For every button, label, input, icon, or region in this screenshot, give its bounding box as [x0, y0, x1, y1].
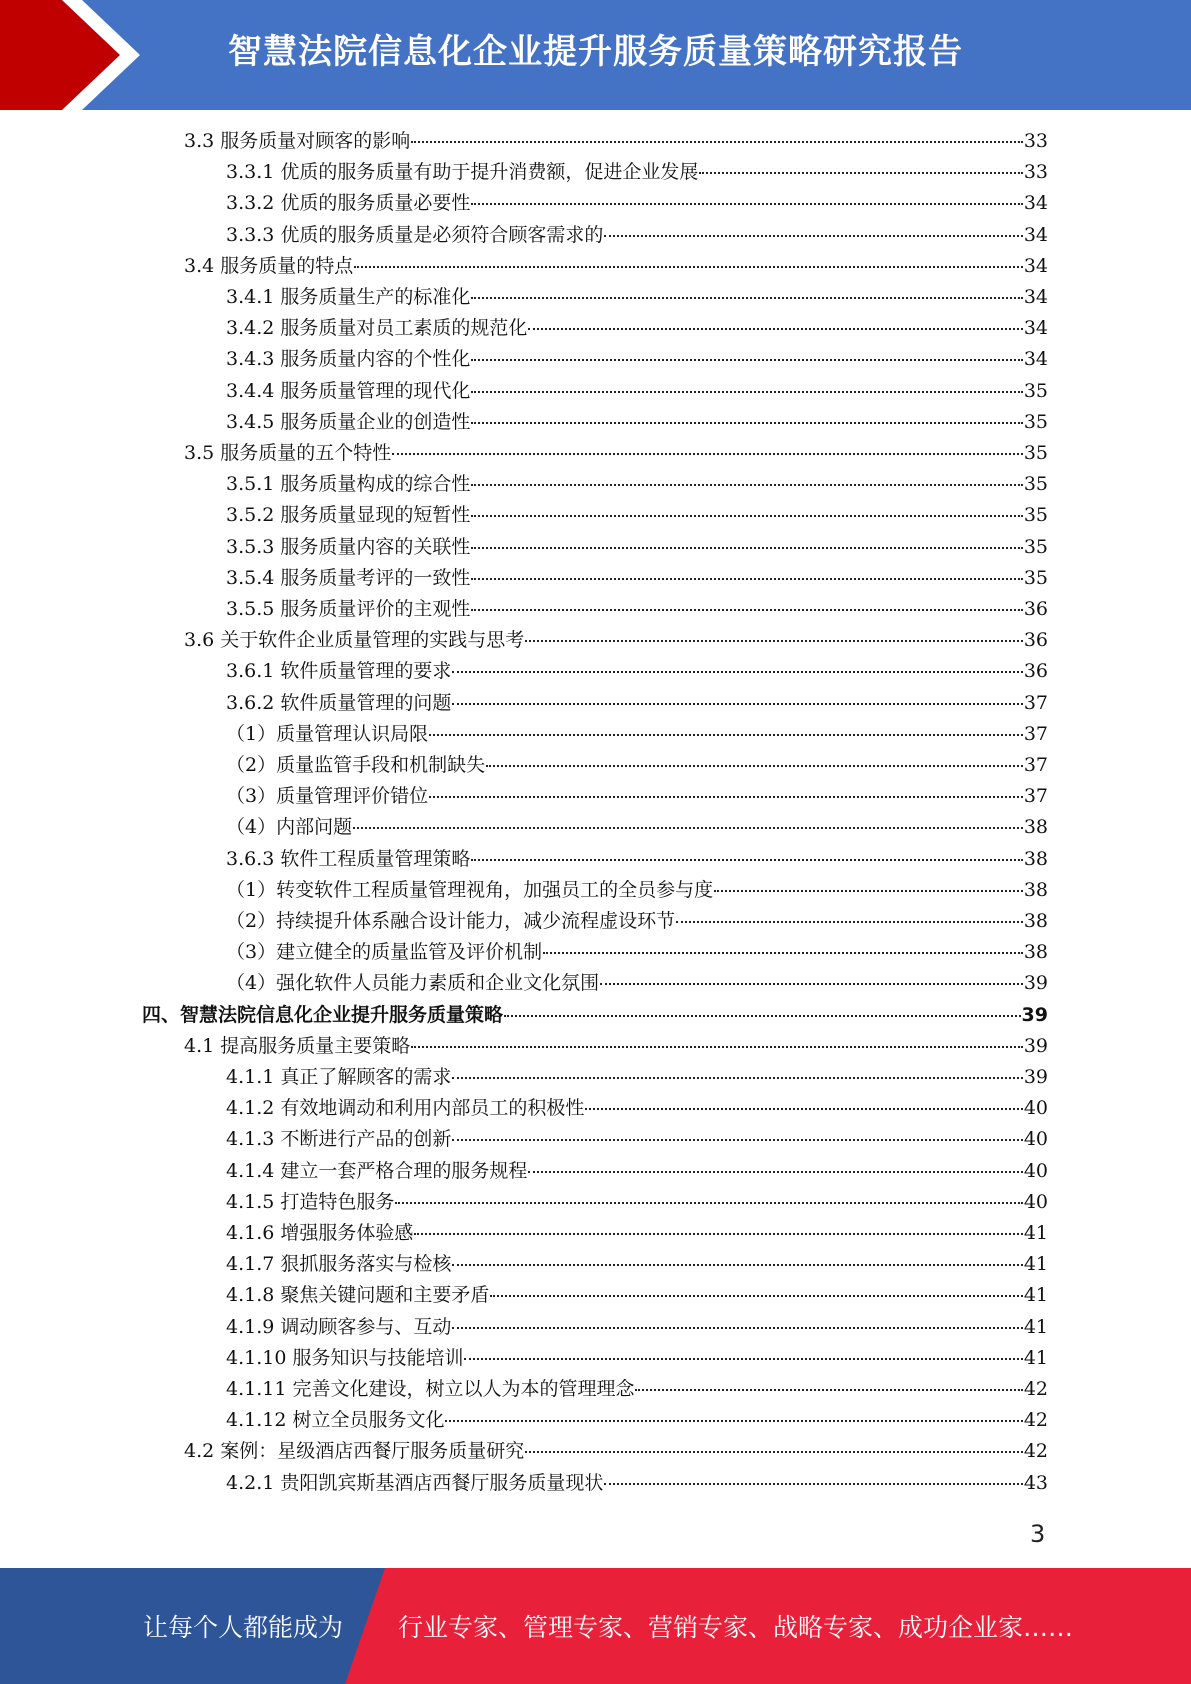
toc-entry[interactable]: [226, 500, 1048, 531]
toc-entry-page: 34: [1023, 224, 1048, 246]
toc-entry[interactable]: [226, 1405, 1048, 1436]
toc-entry-label: （2）持续提升体系融合设计能力，减少流程虚设环节: [226, 910, 676, 932]
toc-entry[interactable]: [226, 968, 1048, 999]
toc-entry[interactable]: [226, 188, 1048, 219]
toc-entry-page: 42: [1023, 1440, 1048, 1462]
toc-leader-dots: [414, 1232, 1022, 1235]
toc-leader-dots: [471, 577, 1022, 580]
toc-entry-page: 41: [1023, 1347, 1048, 1369]
page-footer: [0, 1568, 1191, 1684]
toc-leader-dots: [445, 1419, 1022, 1422]
toc-leader-dots: [699, 171, 1022, 174]
toc-entry-label: 3.6.2 软件质量管理的问题: [226, 692, 452, 714]
toc-entry[interactable]: [226, 812, 1048, 843]
toc-entry[interactable]: [226, 1062, 1048, 1093]
toc-entry-label: 4.1.4 建立一套严格合理的服务规程: [226, 1160, 528, 1182]
toc-entry-page: 35: [1023, 473, 1048, 495]
toc-leader-dots: [604, 234, 1022, 237]
toc-entry[interactable]: [226, 1156, 1048, 1187]
toc-entry[interactable]: [226, 532, 1048, 563]
toc-leader-dots: [471, 546, 1022, 549]
footer-slogan-right: 行业专家、管理专家、营销专家、战略专家、成功企业家……: [398, 1613, 1074, 1642]
toc-entry[interactable]: [226, 1312, 1048, 1343]
toc-entry-page: 40: [1023, 1160, 1048, 1182]
toc-entry-label: 4.1.8 聚焦关键问题和主要矛盾: [226, 1284, 490, 1306]
toc-entry-page: 41: [1023, 1284, 1048, 1306]
toc-leader-dots: [525, 639, 1023, 642]
toc-entry-page: 39: [1023, 1035, 1048, 1057]
toc-entry-page: 36: [1023, 660, 1048, 682]
toc-entry-label: 3.3 服务质量对顾客的影响: [184, 130, 411, 152]
toc-entry-page: 40: [1023, 1097, 1048, 1119]
toc-entry[interactable]: [142, 1000, 1048, 1031]
toc-entry-label: （1）质量管理认识局限: [226, 723, 429, 745]
toc-entry[interactable]: [184, 1436, 1048, 1467]
toc-leader-dots: [452, 1326, 1022, 1329]
toc-entry-label: 3.4 服务质量的特点: [184, 255, 354, 277]
toc-entry-label: 3.5.4 服务质量考评的一致性: [226, 567, 471, 589]
toc-leader-dots: [635, 1388, 1022, 1391]
toc-entry[interactable]: [226, 1187, 1048, 1218]
toc-entry-label: 3.5.3 服务质量内容的关联性: [226, 536, 471, 558]
toc-entry-page: 41: [1023, 1316, 1048, 1338]
toc-entry[interactable]: [184, 126, 1048, 157]
toc-entry[interactable]: [184, 625, 1048, 656]
toc-leader-dots: [528, 327, 1022, 330]
toc-leader-dots: [471, 296, 1022, 299]
toc-entry[interactable]: [226, 1280, 1048, 1311]
toc-leader-dots: [504, 1014, 1021, 1017]
toc-leader-dots: [452, 702, 1022, 705]
page-number: 3: [1030, 1520, 1046, 1548]
toc-entry-label: 3.6.3 软件工程质量管理策略: [226, 848, 471, 870]
toc-entry-page: 35: [1023, 411, 1048, 433]
toc-leader-dots: [471, 421, 1022, 424]
toc-entry-label: 4.1.11 完善文化建设，树立以人为本的管理理念: [226, 1378, 635, 1400]
toc-entry-page: 35: [1023, 380, 1048, 402]
toc-leader-dots: [429, 795, 1023, 798]
toc-entry[interactable]: [226, 594, 1048, 625]
toc-entry-label: 3.6.1 软件质量管理的要求: [226, 660, 452, 682]
toc-leader-dots: [471, 390, 1022, 393]
toc-entry-label: 4.1.1 真正了解顾客的需求: [226, 1066, 452, 1088]
toc-entry-page: 37: [1023, 785, 1048, 807]
toc-entry[interactable]: [226, 157, 1048, 188]
toc-entry-label: 4.1 提高服务质量主要策略: [184, 1035, 411, 1057]
toc-entry-label: 3.3.3 优质的服务质量是必须符合顾客需求的: [226, 224, 604, 246]
toc-entry-page: 35: [1023, 442, 1048, 464]
toc-entry-label: 4.2.1 贵阳凯宾斯基酒店西餐厅服务质量现状: [226, 1472, 604, 1494]
toc-entry[interactable]: [226, 344, 1048, 375]
toc-entry[interactable]: [226, 220, 1048, 251]
toc-entry-label: 4.1.6 增强服务体验感: [226, 1222, 414, 1244]
toc-entry[interactable]: [226, 563, 1048, 594]
toc-entry-label: 4.1.3 不断进行产品的创新: [226, 1128, 452, 1150]
toc-entry-page: 36: [1023, 629, 1048, 651]
toc-entry-page: 33: [1023, 161, 1048, 183]
toc-entry[interactable]: [226, 1468, 1048, 1499]
toc-entry-page: 41: [1023, 1253, 1048, 1275]
toc-entry-page: 43: [1023, 1472, 1048, 1494]
toc-entry-label: 3.5 服务质量的五个特性: [184, 442, 392, 464]
toc-leader-dots: [411, 140, 1023, 143]
toc-entry[interactable]: [226, 407, 1048, 438]
toc-leader-dots: [392, 452, 1023, 455]
toc-entry[interactable]: [226, 1343, 1048, 1374]
toc-entry[interactable]: [226, 688, 1048, 719]
toc-entry-label: （2）质量监管手段和机制缺失: [226, 754, 486, 776]
toc-entry-page: 35: [1023, 504, 1048, 526]
toc-entry-label: 3.4.2 服务质量对员工素质的规范化: [226, 317, 528, 339]
toc-leader-dots: [486, 764, 1023, 767]
toc-entry-label: 3.6 关于软件企业质量管理的实践与思考: [184, 629, 525, 651]
toc-entry[interactable]: [226, 282, 1048, 313]
toc-entry[interactable]: [226, 656, 1048, 687]
toc-entry-page: 38: [1023, 910, 1048, 932]
toc-entry-label: 4.1.5 打造特色服务: [226, 1191, 395, 1213]
toc-entry[interactable]: [226, 1218, 1048, 1249]
toc-entry-label: 四、智慧法院信息化企业提升服务质量策略: [142, 1004, 504, 1026]
toc-entry[interactable]: [226, 719, 1048, 750]
toc-leader-dots: [585, 1107, 1022, 1110]
toc-entry-label: 4.1.2 有效地调动和利用内部员工的积极性: [226, 1097, 585, 1119]
toc-entry-page: 38: [1023, 941, 1048, 963]
toc-leader-dots: [471, 483, 1022, 486]
document-title: 智慧法院信息化企业提升服务质量策略研究报告: [228, 32, 963, 72]
toc-entry-page: 35: [1023, 567, 1048, 589]
toc-entry-page: 38: [1023, 879, 1048, 901]
toc-entry-label: （1）转变软件工程质量管理视角，加强员工的全员参与度: [226, 879, 714, 901]
toc-leader-dots: [452, 670, 1022, 673]
toc-leader-dots: [452, 1138, 1022, 1141]
toc-entry-label: （4）内部问题: [226, 816, 353, 838]
toc-entry-page: 42: [1023, 1409, 1048, 1431]
footer-slogan-left: 让每个人都能成为: [143, 1613, 344, 1642]
toc-entry[interactable]: [226, 750, 1048, 781]
toc-entry-page: 39: [1021, 1004, 1048, 1026]
toc-leader-dots: [600, 982, 1023, 985]
page-header: [0, 0, 1191, 110]
toc-entry-page: 35: [1023, 536, 1048, 558]
toc-entry-page: 34: [1023, 317, 1048, 339]
toc-leader-dots: [490, 1294, 1022, 1297]
toc-leader-dots: [543, 951, 1023, 954]
toc-entry-page: 34: [1023, 255, 1048, 277]
toc-entry-label: 3.3.2 优质的服务质量必要性: [226, 192, 471, 214]
toc-entry[interactable]: [184, 1031, 1048, 1062]
toc-entry-page: 38: [1023, 848, 1048, 870]
toc-entry-page: 42: [1023, 1378, 1048, 1400]
toc-leader-dots: [429, 733, 1023, 736]
toc-leader-dots: [714, 889, 1023, 892]
toc-entry-page: 34: [1023, 348, 1048, 370]
toc-entry-page: 38: [1023, 816, 1048, 838]
toc-entry-label: （3）质量管理评价错位: [226, 785, 429, 807]
toc-entry[interactable]: [184, 438, 1048, 469]
toc-leader-dots: [471, 514, 1022, 517]
toc-leader-dots: [525, 1450, 1023, 1453]
toc-entry[interactable]: [226, 875, 1048, 906]
toc-leader-dots: [464, 1357, 1022, 1360]
toc-leader-dots: [411, 1045, 1023, 1048]
header-chevron-decoration: [0, 0, 160, 110]
toc-entry[interactable]: [226, 937, 1048, 968]
toc-entry[interactable]: [226, 781, 1048, 812]
toc-leader-dots: [354, 265, 1023, 268]
toc-entry-page: 36: [1023, 598, 1048, 620]
toc-leader-dots: [471, 608, 1022, 611]
toc-entry[interactable]: [226, 1093, 1048, 1124]
toc-entry-label: 3.3.1 优质的服务质量有助于提升消费额，促进企业发展: [226, 161, 699, 183]
toc-leader-dots: [395, 1201, 1022, 1204]
toc-entry-label: 3.5.5 服务质量评价的主观性: [226, 598, 471, 620]
toc-entry-label: 4.2 案例：星级酒店西餐厅服务质量研究: [184, 1440, 525, 1462]
toc-entry-page: 37: [1023, 754, 1048, 776]
toc-entry-page: 34: [1023, 286, 1048, 308]
toc-entry-label: 4.1.10 服务知识与技能培训: [226, 1347, 464, 1369]
toc-entry-page: 39: [1023, 1066, 1048, 1088]
toc-entry-label: 3.5.1 服务质量构成的综合性: [226, 473, 471, 495]
toc-entry[interactable]: [226, 313, 1048, 344]
toc-entry[interactable]: [226, 1249, 1048, 1280]
toc-entry[interactable]: [226, 1124, 1048, 1155]
toc-entry-label: 4.1.9 调动顾客参与、互动: [226, 1316, 452, 1338]
toc-leader-dots: [471, 358, 1022, 361]
toc-leader-dots: [452, 1263, 1022, 1266]
toc-entry-page: 34: [1023, 192, 1048, 214]
toc-entry-label: 3.4.5 服务质量企业的创造性: [226, 411, 471, 433]
toc-entry[interactable]: [226, 376, 1048, 407]
toc-entry-page: 37: [1023, 692, 1048, 714]
toc-entry-page: 33: [1023, 130, 1048, 152]
toc-leader-dots: [353, 826, 1023, 829]
toc-entry-label: 4.1.7 狠抓服务落实与检核: [226, 1253, 452, 1275]
toc-leader-dots: [471, 202, 1022, 205]
toc-leader-dots: [471, 858, 1022, 861]
toc-entry-page: 37: [1023, 723, 1048, 745]
toc-leader-dots: [604, 1482, 1022, 1485]
toc-entry[interactable]: [184, 251, 1048, 282]
toc-entry[interactable]: [226, 1374, 1048, 1405]
toc-entry[interactable]: [226, 906, 1048, 937]
toc-leader-dots: [528, 1170, 1022, 1173]
toc-entry-label: 3.4.1 服务质量生产的标准化: [226, 286, 471, 308]
toc-entry-label: （4）强化软件人员能力素质和企业文化氛围: [226, 972, 600, 994]
toc-entry-page: 40: [1023, 1191, 1048, 1213]
toc-entry-page: 40: [1023, 1128, 1048, 1150]
toc-leader-dots: [676, 920, 1023, 923]
toc-entry-label: 4.1.12 树立全员服务文化: [226, 1409, 445, 1431]
toc-entry-label: 3.4.3 服务质量内容的个性化: [226, 348, 471, 370]
toc-entry-label: 3.4.4 服务质量管理的现代化: [226, 380, 471, 402]
toc-leader-dots: [452, 1076, 1022, 1079]
toc-entry-label: （3）建立健全的质量监管及评价机制: [226, 941, 543, 963]
toc-entry-page: 41: [1023, 1222, 1048, 1244]
toc-entry-page: 39: [1023, 972, 1048, 994]
toc-entry[interactable]: [226, 469, 1048, 500]
toc-entry-label: 3.5.2 服务质量显现的短暂性: [226, 504, 471, 526]
toc-entry[interactable]: [226, 844, 1048, 875]
